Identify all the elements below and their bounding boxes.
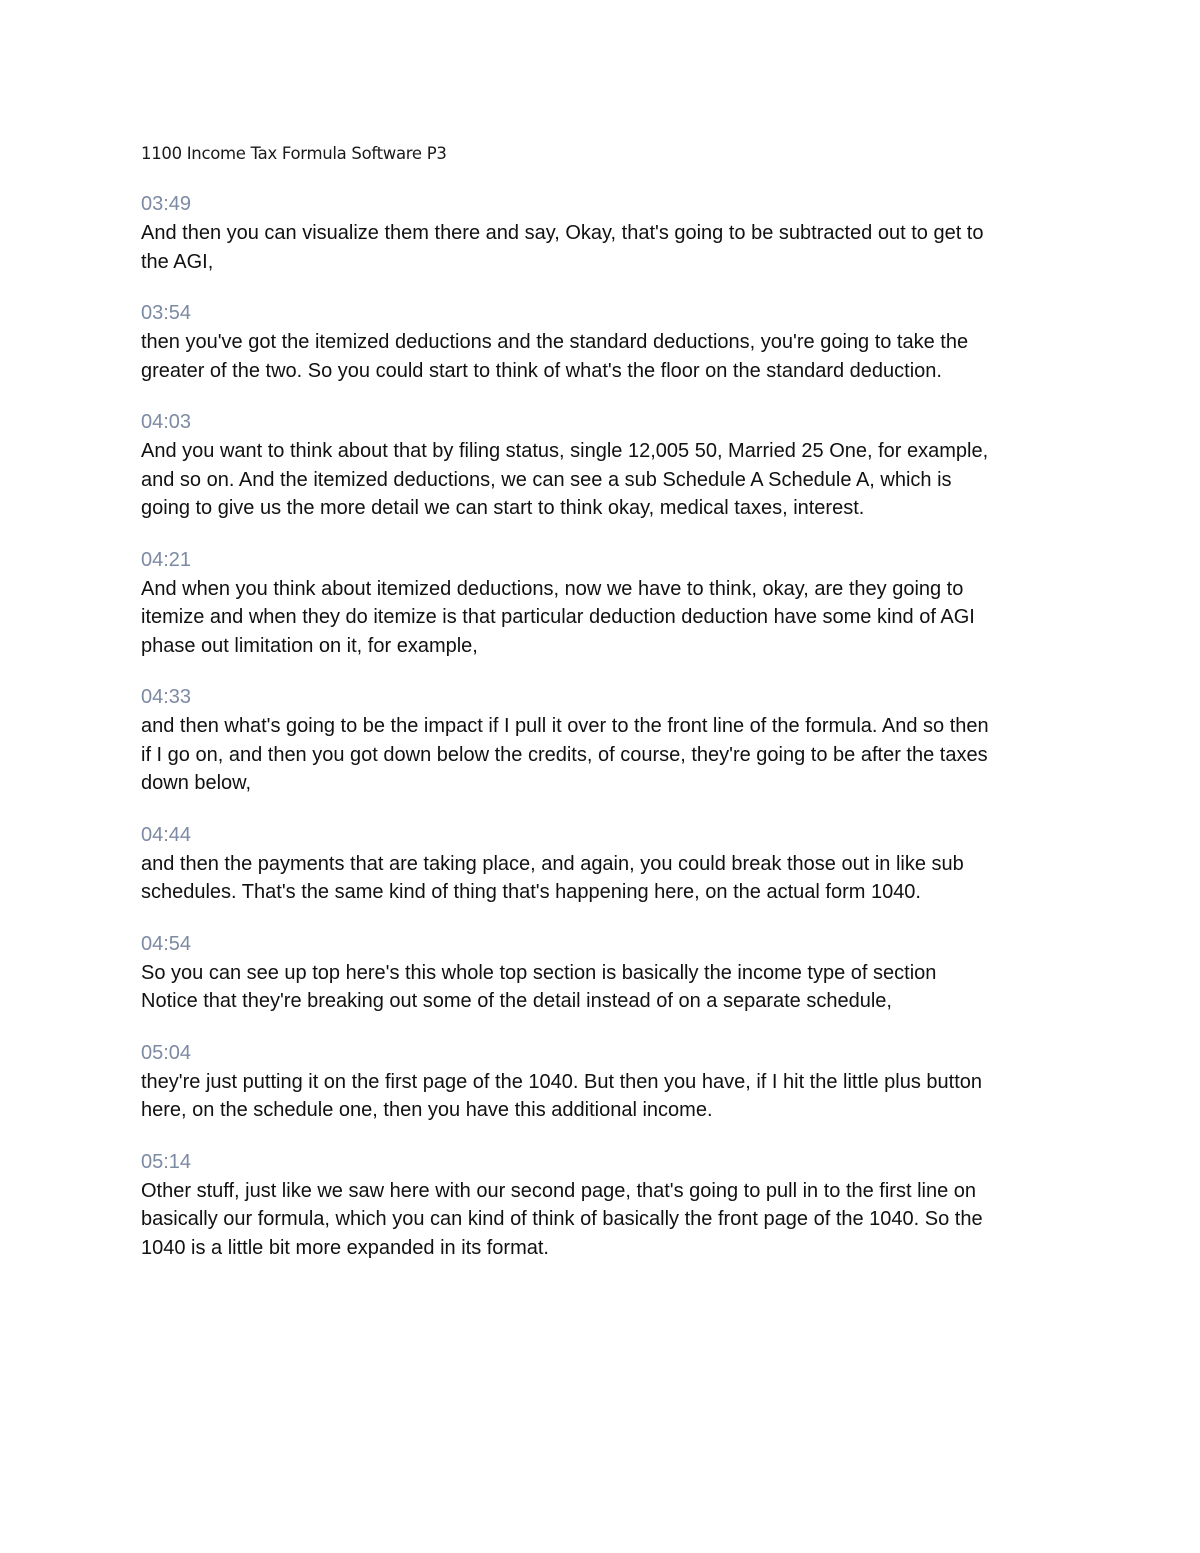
transcript-line: here, on the schedule one, then you have this additional income.	[141, 1099, 713, 1121]
transcript-line: they're just putting it on the first page of the 1040. But then you have, if I hit the little plus button	[141, 1070, 983, 1093]
transcript-line: So you can see up top here's this whole top section is basically the income type of section	[141, 961, 937, 984]
transcript-line: going to give us the more detail we can start to think okay, medical taxes, interest.	[141, 497, 865, 519]
document-title: 1100 Income Tax Formula Software P3	[141, 144, 447, 163]
transcript-line: Other stuff, just like we saw here with our second page, that's going to pull in to the first line on	[141, 1179, 977, 1202]
transcript-line: 1040 is a little bit more expanded in its format.	[141, 1236, 549, 1259]
timestamp: 05:04	[141, 1041, 192, 1064]
transcript-line: And you want to think about that by filing status, single 12,005 50, Married 25 One, for example,	[141, 440, 989, 462]
timestamp: 03:49	[141, 193, 192, 215]
transcript-line: greater of the two. So you could start to think of what's the floor on the standard deduction.	[141, 359, 942, 382]
transcript-entry	[141, 821, 1071, 907]
timestamp: 05:14	[141, 1150, 192, 1173]
transcript-line: phase out limitation on it, for example,	[141, 634, 478, 657]
timestamp: 04:44	[141, 823, 192, 846]
transcript-line: schedules. That's the same kind of thing that's happening here, on the actual form 1040.	[141, 881, 921, 903]
timestamp: 04:03	[141, 411, 192, 433]
transcript-entry	[141, 930, 1071, 1016]
transcript-line: and then the payments that are taking place, and again, you could break those out in like sub	[141, 852, 964, 875]
transcript-line: and then what's going to be the impact if I pull it over to the front line of the formula. And so then	[141, 715, 989, 737]
transcript-line: And then you can visualize them there and say, Okay, that's going to be subtracted out to get to	[141, 222, 984, 244]
transcript-entry	[141, 299, 1071, 385]
transcript-line: if I go on, and then you got down below the credits, of course, they're going to be after the taxes	[141, 743, 988, 766]
transcript-line: itemize and when they do itemize is that particular deduction deduction have some kind of AGI	[141, 606, 975, 628]
transcript-line: down below,	[141, 772, 252, 794]
transcript-line: the AGI,	[141, 250, 214, 273]
transcript-line: And when you think about itemized deductions, now we have to think, okay, are they going to	[141, 577, 964, 600]
transcript-line: Notice that they're breaking out some of the detail instead of on a separate schedule,	[141, 990, 892, 1012]
transcript-entries	[141, 190, 1071, 1285]
transcript-entry	[141, 408, 1071, 523]
transcript-line: basically our formula, which you can kind of think of basically the front page of the 1040. So the	[141, 1208, 983, 1230]
timestamp: 04:21	[141, 548, 192, 571]
transcript-line: then you've got the itemized deductions and the standard deductions, you're going to take the	[141, 331, 969, 353]
transcript-line: and so on. And the itemized deductions, we can see a sub Schedule A Schedule A, which is	[141, 468, 952, 491]
timestamp: 04:54	[141, 932, 192, 955]
timestamp: 03:54	[141, 302, 192, 324]
transcript-entry	[141, 190, 1071, 276]
transcript-entry	[141, 683, 1071, 798]
transcript-entry	[141, 1039, 1071, 1125]
transcript-entry	[141, 546, 1071, 661]
timestamp: 04:33	[141, 686, 192, 708]
transcript-entry	[141, 1148, 1071, 1263]
